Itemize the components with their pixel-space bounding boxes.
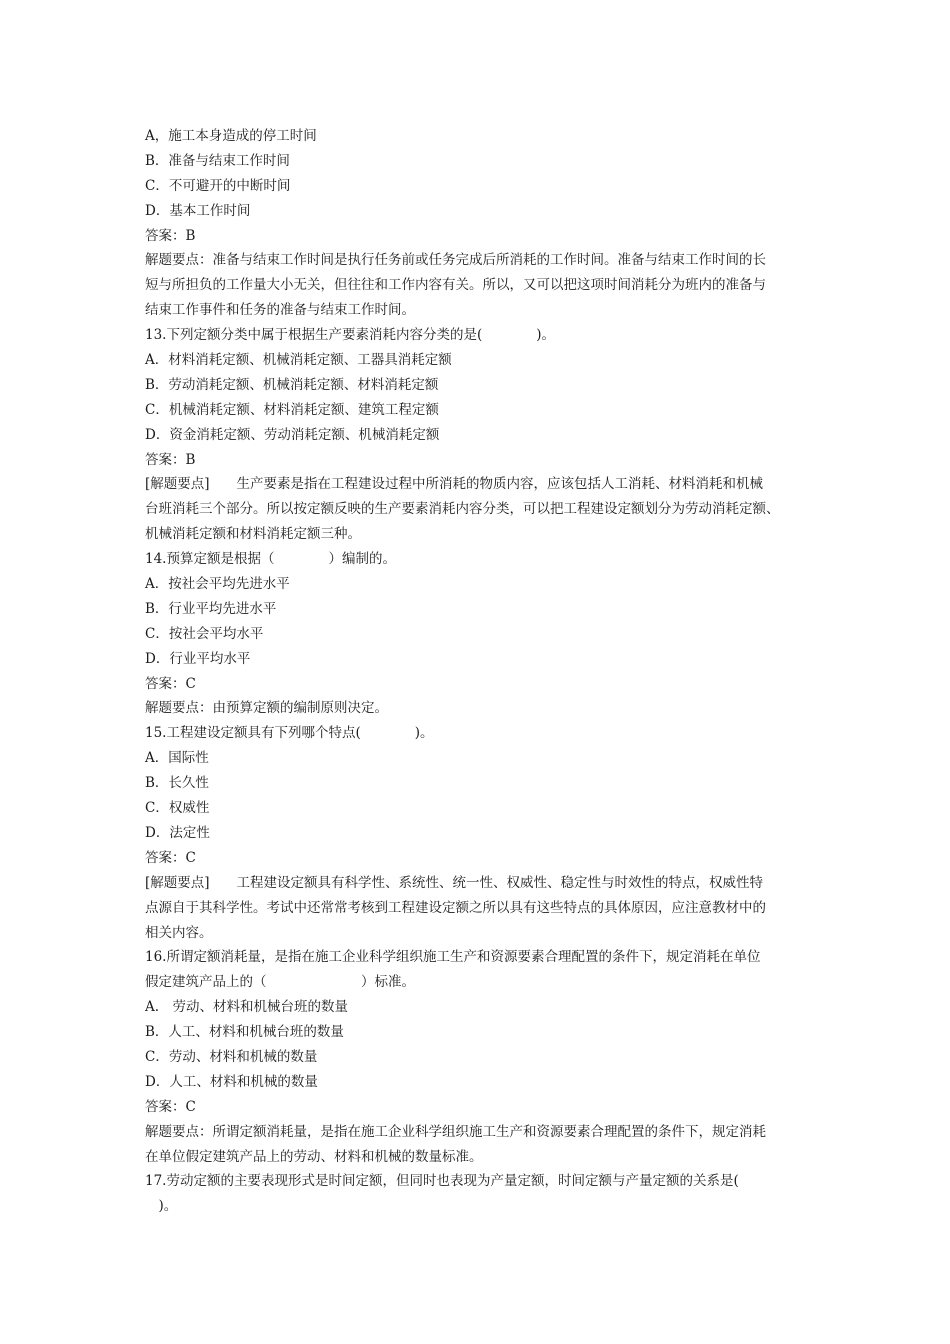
text-line: 答案：C (145, 1098, 196, 1115)
text-line: D．法定性 (145, 824, 210, 841)
text-line: 台班消耗三个部分。所以按定额反映的生产要素消耗内容分类，可以把工程建设定额划分为劳动消耗定额、 (145, 501, 780, 518)
text-line: 答案：B (145, 227, 196, 244)
text-line: D．行业平均水平 (145, 650, 251, 667)
text-line: B．行业平均先进水平 (145, 600, 277, 617)
text-line: C．按社会平均水平 (145, 625, 264, 642)
text-line: D．基本工作时间 (145, 202, 251, 219)
text-line: [解题要点] 生产要素是指在工程建设过程中所消耗的物质内容，应该包括人工消耗、材料消耗和机械 (145, 476, 764, 493)
text-line: C．不可避开的中断时间 (145, 177, 291, 194)
text-line: 答案：C (145, 675, 196, 692)
text-line: A．按社会平均先进水平 (145, 576, 290, 593)
text-line: C．劳动、材料和机械的数量 (145, 1048, 318, 1065)
text-line: 解题要点：准备与结束工作时间是执行任务前或任务完成后所消耗的工作时间。准备与结束工作时间的长 (145, 252, 766, 269)
text-line: 解题要点：由预算定额的编制原则决定。 (145, 700, 388, 717)
text-line: D．人工、材料和机械的数量 (145, 1073, 318, 1090)
text-line: )。 (145, 1198, 178, 1215)
text-line: A．国际性 (145, 750, 209, 767)
text-line: B．准备与结束工作时间 (145, 152, 290, 169)
text-line: 机械消耗定额和材料消耗定额三种。 (145, 526, 361, 543)
text-line: 点源自于其科学性。考试中还常常考核到工程建设定额之所以具有这些特点的具体原因，应注意教材中的 (145, 899, 766, 916)
text-line: 17.劳动定额的主要表现形式是时间定额，但同时也表现为产量定额，时间定额与产量定额的关系是( (145, 1173, 739, 1190)
text-line: 解题要点：所谓定额消耗量，是指在施工企业科学组织施工生产和资源要素合理配置的条件下，规定消耗 (145, 1123, 766, 1140)
text-line: A．材料消耗定额、机械消耗定额、工器具消耗定额 (145, 352, 452, 369)
text-line: B．人工、材料和机械台班的数量 (145, 1024, 344, 1041)
text-line: 16.所谓定额消耗量，是指在施工企业科学组织施工生产和资源要素合理配置的条件下，规定消耗在单位 (145, 949, 761, 966)
document-body (145, 124, 825, 1219)
text-line: B．长久性 (145, 775, 209, 792)
text-line: B．劳动消耗定额、机械消耗定额、材料消耗定额 (145, 376, 439, 393)
text-line: D．资金消耗定额、劳动消耗定额、机械消耗定额 (145, 426, 440, 443)
text-line: C．机械消耗定额、材料消耗定额、建筑工程定额 (145, 401, 439, 418)
text-line: C．权威性 (145, 800, 210, 817)
text-line: 假定建筑产品上的（ ）标准。 (145, 974, 415, 991)
text-line: 13.下列定额分类中属于根据生产要素消耗内容分类的是( )。 (145, 327, 556, 344)
text-line: 短与所担负的工作量大小无关，但往往和工作内容有关。所以，又可以把这项时间消耗分为班内的准备与 (145, 277, 766, 294)
text-line: 答案：B (145, 451, 196, 468)
text-line: 答案：C (145, 849, 196, 866)
text-line: [解题要点] 工程建设定额具有科学性、系统性、统一性、权威性、稳定性与时效性的特点，权威性特 (145, 874, 764, 891)
text-line: 相关内容。 (145, 924, 213, 941)
text-line: A，施工本身造成的停工时间 (145, 128, 317, 144)
text-line: 14.预算定额是根据（ ）编制的。 (145, 551, 396, 568)
text-line: 15.工程建设定额具有下列哪个特点( )。 (145, 725, 434, 742)
text-line: 在单位假定建筑产品上的劳动、材料和机械的数量标准。 (145, 1148, 483, 1165)
text-line: A. 劳动、材料和机械台班的数量 (145, 999, 349, 1016)
text-line: 结束工作事件和任务的准备与结束工作时间。 (145, 302, 415, 319)
